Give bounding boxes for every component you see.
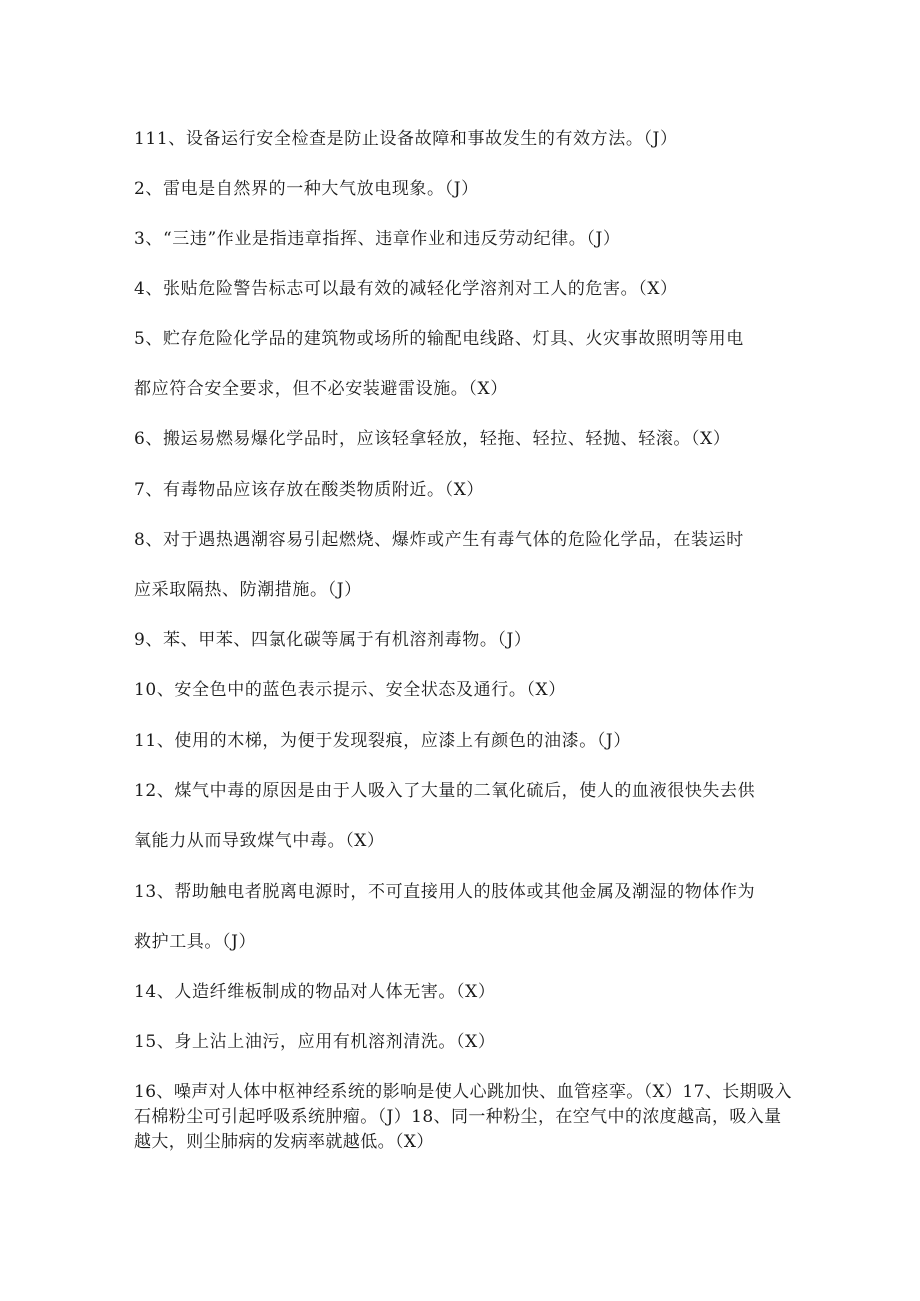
- question-line: 4、张贴危险警告标志可以最有效的减轻化学溶剂对工人的危害。（X）: [134, 279, 678, 299]
- question-line: 5、贮存危险化学品的建筑物或场所的输配电线路、灯具、火灾事故照明等用电: [134, 329, 744, 349]
- question-line: 14、人造纤维板制成的物品对人体无害。（X）: [134, 982, 496, 1002]
- question-line: 6、搬运易燃易爆化学品时，应该轻拿轻放，轻拖、轻拉、轻抛、轻滚。（X）: [134, 429, 731, 449]
- question-line: 应采取隔热、防潮措施。（J）: [134, 580, 362, 600]
- question-line: 111、设备运行安全检查是防止设备故障和事故发生的有效方法。（J）: [134, 129, 678, 149]
- question-line: 氧能力从而导致煤气中毒。（X）: [134, 831, 385, 851]
- question-line: 11、使用的木梯，为便于发现裂痕，应漆上有颜色的油漆。（J）: [134, 731, 631, 751]
- final-paragraph: 16、噪声对人体中枢神经系统的影响是使人心跳加快、血管痉挛。（X）17、长期吸入石棉粉尘可引起呼吸系统肿瘤。（J）18、同一种粉尘，在空气中的浓度越高，吸入量越大，则尘肺病的发病率就越低。（X）: [134, 1082, 792, 1152]
- question-line: 10、安全色中的蓝色表示提示、安全状态及通行。（X）: [134, 680, 566, 700]
- question-line: 13、帮助触电者脱离电源时，不可直接用人的肢体或其他金属及潮湿的物体作为: [134, 882, 756, 902]
- question-line: 15、身上沾上油污，应用有机溶剂清洗。（X）: [134, 1032, 496, 1052]
- question-line: 9、苯、甲苯、四氯化碳等属于有机溶剂毒物。（J）: [134, 630, 532, 650]
- question-line: 7、有毒物品应该存放在酸类物质附近。（X）: [134, 480, 485, 500]
- question-line: 3、“三违”作业是指违章指挥、违章作业和违反劳动纪律。（J）: [134, 229, 621, 249]
- question-line: 12、煤气中毒的原因是由于人吸入了大量的二氧化硫后，使人的血液很快失去供: [134, 781, 756, 801]
- question-line: 都应符合安全要求，但不必安装避雷设施。（X）: [134, 379, 508, 399]
- question-line: 8、对于遇热遇潮容易引起燃烧、爆炸或产生有毒气体的危险化学品，在装运时: [134, 530, 744, 550]
- question-line: 2、雷电是自然界的一种大气放电现象。（J）: [134, 179, 479, 199]
- question-line: 救护工具。（J）: [134, 932, 257, 952]
